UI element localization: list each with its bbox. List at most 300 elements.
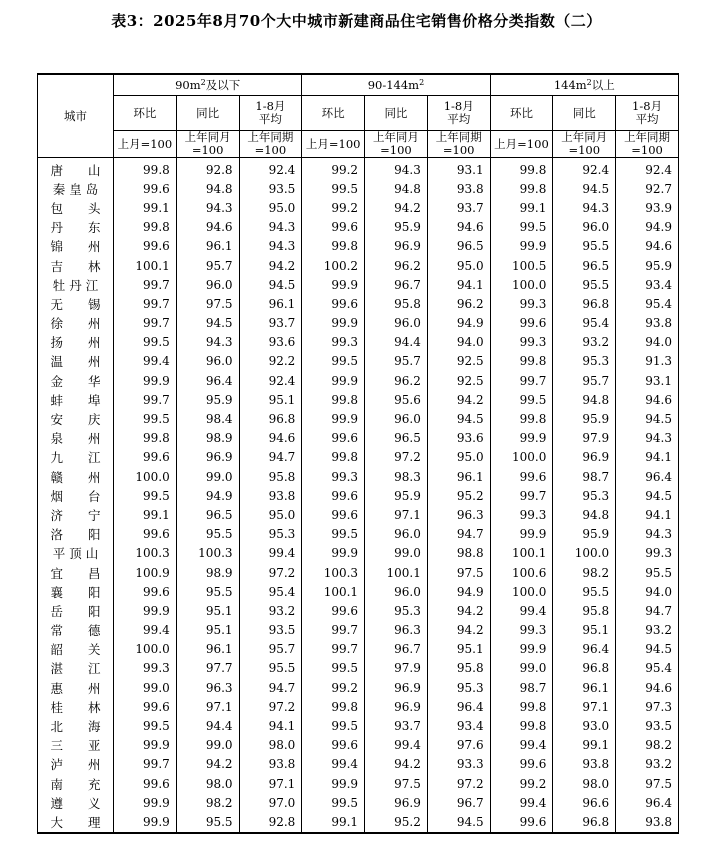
index-value: 94.3: [239, 218, 302, 237]
city-name: 徐 州: [38, 314, 114, 333]
city-name: 南 充: [38, 774, 114, 793]
index-value: 99.5: [114, 333, 177, 352]
index-value: 100.3: [176, 544, 239, 563]
index-value: 96.8: [553, 294, 616, 313]
index-value: 99.7: [490, 486, 553, 505]
index-value: 96.6: [553, 793, 616, 812]
index-value: 94.7: [616, 601, 679, 620]
index-value: 99.4: [114, 621, 177, 640]
index-value: 99.6: [302, 429, 365, 448]
index-value: 99.3: [490, 333, 553, 352]
index-value: 97.9: [553, 429, 616, 448]
sub-header: 1-8月 平均: [427, 96, 490, 131]
index-value: 99.4: [490, 601, 553, 620]
index-value: 95.0: [427, 448, 490, 467]
index-value: 99.8: [114, 429, 177, 448]
index-value: 95.5: [553, 237, 616, 256]
index-value: 94.9: [427, 582, 490, 601]
index-value: 99.7: [302, 640, 365, 659]
group-header-small: $90m^2$及以下: [114, 74, 302, 96]
index-value: 94.8: [365, 179, 428, 198]
city-name: 赣 州: [38, 467, 114, 486]
index-value: 94.2: [427, 390, 490, 409]
index-value: 96.9: [365, 678, 428, 697]
city-name: 三 亚: [38, 736, 114, 755]
index-value: 99.2: [302, 678, 365, 697]
index-value: 99.8: [490, 158, 553, 180]
group-header-medium: $90-144m^2$: [302, 74, 490, 96]
index-value: 96.7: [365, 640, 428, 659]
index-value: 97.1: [553, 697, 616, 716]
index-value: 99.3: [114, 659, 177, 678]
city-name: 洛 阳: [38, 525, 114, 544]
index-value: 93.5: [239, 621, 302, 640]
index-value: 97.1: [365, 505, 428, 524]
index-value: 95.7: [553, 371, 616, 390]
index-value: 99.3: [302, 467, 365, 486]
index-value: 95.7: [176, 256, 239, 275]
index-value: 99.6: [490, 755, 553, 774]
base-header: 上年同期 =100: [616, 131, 679, 158]
index-value: 94.1: [616, 505, 679, 524]
index-value: 94.6: [616, 678, 679, 697]
index-value: 94.3: [616, 525, 679, 544]
base-header: 上月=100: [302, 131, 365, 158]
index-value: 94.6: [239, 429, 302, 448]
index-value: 99.7: [114, 294, 177, 313]
index-value: 94.9: [427, 314, 490, 333]
table-row: [38, 333, 679, 352]
index-value: 99.0: [114, 678, 177, 697]
index-value: 94.8: [553, 390, 616, 409]
table-row: [38, 390, 679, 409]
city-name: 牡 丹 江: [38, 275, 114, 294]
index-value: 94.4: [176, 716, 239, 735]
index-value: 96.4: [553, 640, 616, 659]
index-value: 95.8: [427, 659, 490, 678]
index-value: 94.8: [553, 505, 616, 524]
city-name: 大 理: [38, 812, 114, 832]
index-value: 96.5: [365, 429, 428, 448]
index-value: 94.1: [239, 716, 302, 735]
index-value: 97.5: [176, 294, 239, 313]
index-value: 93.3: [427, 755, 490, 774]
city-name: 丹 东: [38, 218, 114, 237]
index-value: 93.8: [427, 179, 490, 198]
index-value: 95.8: [553, 601, 616, 620]
index-value: 93.5: [239, 179, 302, 198]
table-body: [38, 158, 679, 833]
index-value: 92.4: [239, 158, 302, 180]
index-value: 99.1: [553, 736, 616, 755]
index-value: 99.4: [490, 793, 553, 812]
index-value: 99.0: [176, 467, 239, 486]
index-value: 96.0: [365, 582, 428, 601]
index-value: 99.4: [490, 736, 553, 755]
index-value: 99.0: [365, 544, 428, 563]
index-value: 95.1: [553, 621, 616, 640]
table-row: [38, 793, 679, 812]
index-value: 96.1: [239, 294, 302, 313]
index-value: 95.8: [365, 294, 428, 313]
city-name: 烟 台: [38, 486, 114, 505]
index-value: 96.0: [176, 352, 239, 371]
index-value: 93.9: [616, 198, 679, 217]
index-value: 99.6: [302, 486, 365, 505]
index-value: 95.9: [365, 218, 428, 237]
city-header: 城市: [38, 74, 114, 158]
index-value: 100.3: [302, 563, 365, 582]
index-value: 95.4: [553, 314, 616, 333]
index-value: 99.3: [490, 294, 553, 313]
index-value: 98.0: [176, 774, 239, 793]
index-value: 96.7: [427, 793, 490, 812]
table-row: [38, 544, 679, 563]
index-value: 99.5: [302, 179, 365, 198]
index-value: 93.7: [427, 198, 490, 217]
index-value: 94.0: [427, 333, 490, 352]
table-row: [38, 582, 679, 601]
index-value: 98.7: [553, 467, 616, 486]
index-value: 94.1: [616, 448, 679, 467]
index-value: 99.9: [302, 544, 365, 563]
index-value: 95.0: [239, 198, 302, 217]
index-value: 96.1: [427, 467, 490, 486]
index-value: 100.1: [114, 256, 177, 275]
index-value: 96.9: [553, 448, 616, 467]
index-value: 99.8: [490, 409, 553, 428]
index-value: 93.2: [553, 333, 616, 352]
index-value: 96.1: [176, 640, 239, 659]
index-value: 99.5: [114, 486, 177, 505]
city-name: 无 锡: [38, 294, 114, 313]
index-value: 98.0: [239, 736, 302, 755]
index-value: 99.9: [490, 429, 553, 448]
index-value: 94.5: [616, 486, 679, 505]
index-value: 94.5: [176, 314, 239, 333]
index-value: 95.9: [365, 486, 428, 505]
city-name: 宜 昌: [38, 563, 114, 582]
index-value: 99.9: [114, 371, 177, 390]
index-value: 99.7: [114, 755, 177, 774]
sub-header: 环比: [302, 96, 365, 131]
group-header-large: $144m^2$以上: [490, 74, 678, 96]
index-value: 95.5: [176, 582, 239, 601]
index-value: 95.9: [553, 525, 616, 544]
index-value: 94.5: [239, 275, 302, 294]
index-value: 99.0: [176, 736, 239, 755]
index-value: 95.3: [427, 678, 490, 697]
index-value: 96.8: [553, 812, 616, 832]
index-value: 97.9: [365, 659, 428, 678]
index-value: 93.0: [553, 716, 616, 735]
city-name: 韶 关: [38, 640, 114, 659]
index-value: 97.0: [239, 793, 302, 812]
index-value: 94.7: [239, 448, 302, 467]
index-value: 99.2: [302, 198, 365, 217]
table-row: [38, 256, 679, 275]
index-value: 99.1: [114, 505, 177, 524]
index-value: 95.3: [553, 352, 616, 371]
index-value: 93.4: [616, 275, 679, 294]
index-value: 97.3: [616, 697, 679, 716]
index-value: 97.1: [176, 697, 239, 716]
index-value: 100.3: [114, 544, 177, 563]
index-value: 94.6: [616, 237, 679, 256]
index-value: 92.5: [427, 371, 490, 390]
index-value: 100.1: [490, 544, 553, 563]
index-value: 94.5: [427, 409, 490, 428]
index-value: 95.0: [427, 256, 490, 275]
index-value: 95.1: [176, 601, 239, 620]
city-name: 唐 山: [38, 158, 114, 180]
index-value: 100.0: [114, 640, 177, 659]
index-value: 94.5: [616, 640, 679, 659]
index-value: 99.8: [490, 716, 553, 735]
table-row: [38, 601, 679, 620]
index-value: 99.6: [302, 294, 365, 313]
table-row: [38, 774, 679, 793]
index-value: 96.0: [365, 409, 428, 428]
index-value: 99.3: [302, 333, 365, 352]
index-value: 99.5: [302, 525, 365, 544]
index-value: 97.2: [239, 563, 302, 582]
index-value: 100.0: [490, 448, 553, 467]
index-value: 99.6: [114, 179, 177, 198]
index-value: 94.5: [616, 409, 679, 428]
table-row: [38, 640, 679, 659]
index-value: 96.5: [553, 256, 616, 275]
index-value: 94.7: [239, 678, 302, 697]
sub-header: 环比: [114, 96, 177, 131]
sub-header: 环比: [490, 96, 553, 131]
index-value: 95.5: [176, 525, 239, 544]
index-value: 94.2: [427, 621, 490, 640]
index-value: 99.8: [114, 158, 177, 180]
index-value: 99.5: [302, 716, 365, 735]
index-value: 94.3: [365, 158, 428, 180]
index-value: 99.7: [114, 314, 177, 333]
base-header: 上年同月 =100: [553, 131, 616, 158]
index-value: 95.1: [239, 390, 302, 409]
index-value: 99.6: [490, 467, 553, 486]
table-row: [38, 314, 679, 333]
city-name: 温 州: [38, 352, 114, 371]
index-value: 98.2: [616, 736, 679, 755]
index-value: 98.8: [427, 544, 490, 563]
index-value: 99.5: [302, 352, 365, 371]
index-value: 93.6: [239, 333, 302, 352]
index-value: 94.9: [176, 486, 239, 505]
index-value: 96.8: [239, 409, 302, 428]
index-value: 94.0: [616, 582, 679, 601]
index-value: 99.6: [302, 601, 365, 620]
index-value: 98.2: [553, 563, 616, 582]
index-value: 97.2: [365, 448, 428, 467]
index-value: 94.3: [239, 237, 302, 256]
table-row: [38, 736, 679, 755]
index-value: 99.9: [302, 371, 365, 390]
table-row: [38, 716, 679, 735]
base-header: 上年同期 =100: [427, 131, 490, 158]
index-value: 94.2: [365, 198, 428, 217]
index-value: 96.3: [365, 621, 428, 640]
table-row: [38, 448, 679, 467]
page-title: 表3：2025年8月70个大中城市新建商品住宅销售价格分类指数（二）: [111, 12, 602, 30]
index-value: 93.2: [239, 601, 302, 620]
table-row: [38, 755, 679, 774]
table-row: [38, 678, 679, 697]
index-value: 99.9: [302, 409, 365, 428]
index-value: 96.1: [176, 237, 239, 256]
table-row: [38, 179, 679, 198]
index-value: 95.8: [239, 467, 302, 486]
index-value: 97.5: [427, 563, 490, 582]
base-header: 上年同期 =100: [239, 131, 302, 158]
index-value: 99.0: [490, 659, 553, 678]
index-value: 100.0: [114, 467, 177, 486]
index-value: 99.6: [302, 736, 365, 755]
index-value: 99.8: [302, 390, 365, 409]
index-value: 99.8: [114, 218, 177, 237]
table-row: [38, 563, 679, 582]
city-name: 泸 州: [38, 755, 114, 774]
index-value: 93.2: [616, 621, 679, 640]
city-name: 北 海: [38, 716, 114, 735]
index-value: 99.5: [114, 716, 177, 735]
table-row: [38, 486, 679, 505]
index-value: 96.3: [176, 678, 239, 697]
index-value: 93.8: [616, 314, 679, 333]
index-value: 92.8: [176, 158, 239, 180]
index-value: 99.6: [114, 448, 177, 467]
index-value: 96.0: [365, 314, 428, 333]
base-header: 上月=100: [490, 131, 553, 158]
base-header: 上月=100: [114, 131, 177, 158]
table-row: [38, 352, 679, 371]
city-name: 湛 江: [38, 659, 114, 678]
price-index-table: [37, 73, 679, 834]
index-value: 96.1: [553, 678, 616, 697]
index-value: 92.5: [427, 352, 490, 371]
index-value: 93.1: [427, 158, 490, 180]
index-value: 92.4: [616, 158, 679, 180]
index-value: 99.6: [490, 812, 553, 832]
index-value: 99.6: [114, 237, 177, 256]
index-value: 100.1: [302, 582, 365, 601]
index-value: 94.5: [553, 179, 616, 198]
index-value: 99.8: [302, 448, 365, 467]
index-value: 99.9: [114, 793, 177, 812]
city-name: 遵 义: [38, 793, 114, 812]
table-header: [38, 74, 679, 158]
index-value: 99.6: [490, 314, 553, 333]
index-value: 96.2: [427, 294, 490, 313]
index-value: 100.9: [114, 563, 177, 582]
index-value: 94.9: [616, 218, 679, 237]
index-value: 96.8: [553, 659, 616, 678]
index-value: 95.5: [239, 659, 302, 678]
table-row: [38, 467, 679, 486]
city-name: 扬 州: [38, 333, 114, 352]
table-row: [38, 812, 679, 832]
index-value: 95.0: [239, 505, 302, 524]
index-value: 95.5: [553, 582, 616, 601]
index-value: 98.7: [490, 678, 553, 697]
index-value: 100.0: [490, 582, 553, 601]
index-value: 95.4: [616, 294, 679, 313]
index-value: 93.6: [427, 429, 490, 448]
index-value: 99.1: [490, 198, 553, 217]
index-value: 99.5: [490, 218, 553, 237]
index-value: 99.3: [616, 544, 679, 563]
index-value: 99.8: [302, 237, 365, 256]
index-value: 100.0: [490, 275, 553, 294]
city-name: 秦 皇 岛: [38, 179, 114, 198]
index-value: 99.4: [114, 352, 177, 371]
city-name: 锦 州: [38, 237, 114, 256]
index-value: 100.1: [365, 563, 428, 582]
index-value: 96.9: [365, 793, 428, 812]
city-name: 金 华: [38, 371, 114, 390]
index-value: 97.2: [239, 697, 302, 716]
index-value: 100.6: [490, 563, 553, 582]
index-value: 96.9: [365, 237, 428, 256]
index-value: 95.5: [176, 812, 239, 832]
index-value: 93.8: [239, 486, 302, 505]
index-value: 98.9: [176, 429, 239, 448]
index-value: 99.9: [302, 314, 365, 333]
index-value: 99.5: [302, 793, 365, 812]
index-value: 95.3: [239, 525, 302, 544]
index-value: 94.3: [176, 333, 239, 352]
index-value: 98.3: [365, 467, 428, 486]
index-value: 99.9: [302, 275, 365, 294]
index-value: 99.8: [490, 697, 553, 716]
index-value: 95.6: [365, 390, 428, 409]
index-value: 95.2: [427, 486, 490, 505]
index-value: 99.3: [490, 621, 553, 640]
index-value: 94.3: [176, 198, 239, 217]
index-value: 92.2: [239, 352, 302, 371]
index-value: 94.5: [427, 812, 490, 832]
index-value: 97.2: [427, 774, 490, 793]
index-value: 95.3: [553, 486, 616, 505]
index-value: 93.1: [616, 371, 679, 390]
city-name: 常 德: [38, 621, 114, 640]
index-value: 99.2: [490, 774, 553, 793]
index-value: 94.8: [176, 179, 239, 198]
index-value: 99.6: [114, 525, 177, 544]
index-value: 96.7: [365, 275, 428, 294]
index-value: 94.2: [239, 256, 302, 275]
index-value: 96.4: [176, 371, 239, 390]
index-value: 95.4: [239, 582, 302, 601]
index-value: 91.3: [616, 352, 679, 371]
table-row: [38, 198, 679, 217]
sub-header: 同比: [365, 96, 428, 131]
table-row: [38, 237, 679, 256]
index-value: 99.8: [302, 697, 365, 716]
table-row: [38, 275, 679, 294]
index-value: 95.9: [176, 390, 239, 409]
index-value: 94.3: [616, 429, 679, 448]
index-value: 92.4: [239, 371, 302, 390]
table-row: [38, 621, 679, 640]
index-value: 99.9: [490, 640, 553, 659]
table-row: [38, 505, 679, 524]
index-value: 94.0: [616, 333, 679, 352]
